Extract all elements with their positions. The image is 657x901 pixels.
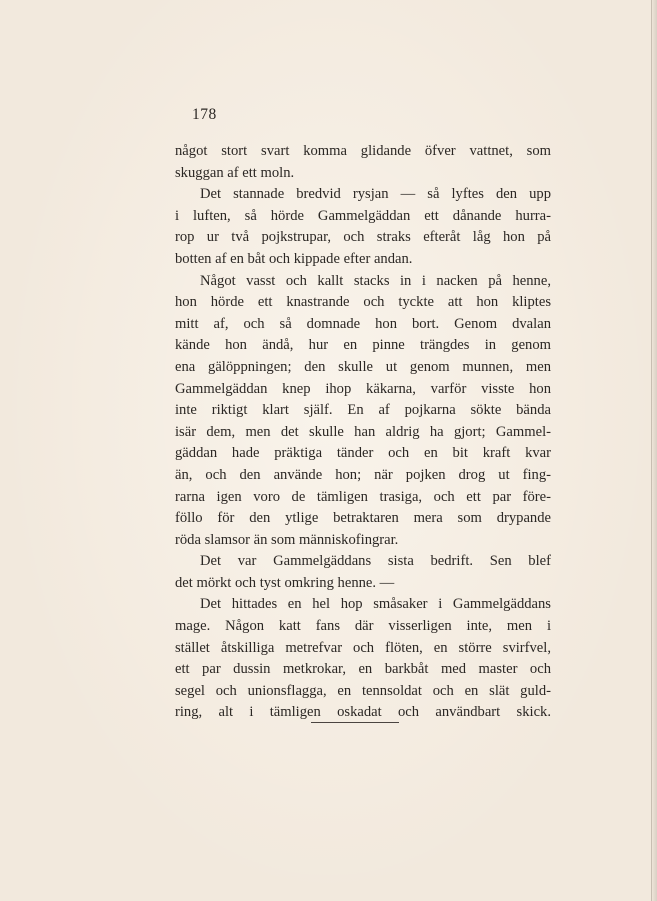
text-line: ena gälöppningen; den skulle ut genom munnen, men: [175, 358, 551, 375]
text-line: föllo för den ytlige betraktaren mera som drypande: [175, 510, 551, 527]
text-line: rarna igen voro de tämligen trasiga, och ett par före-: [175, 488, 551, 505]
text-line: ett par dussin metkrokar, en barkbåt med master och: [175, 661, 551, 678]
body-text: [175, 141, 551, 724]
end-divider: [311, 722, 399, 723]
text-line: skuggan af ett moln.: [175, 164, 295, 181]
text-line: i luften, så hörde Gammelgäddan ett dånande hurra-: [175, 207, 551, 224]
text-line: än, och den använde hon; när pojken drog ut fing-: [175, 466, 551, 483]
page-edge-line: [651, 0, 652, 901]
text-line: hon hörde ett knastrande och tyckte att hon kliptes: [175, 294, 551, 311]
text-line: Det hittades en hel hop småsaker i Gammelgäddans: [200, 596, 551, 613]
text-line: det mörkt och tyst omkring henne. —: [175, 574, 395, 591]
text-line: röda slamsor än som människofingrar.: [175, 531, 399, 548]
text-line: Något vasst och kallt stacks in i nacken på henne,: [200, 272, 551, 289]
text-line: kände hon ändå, hur en pinne trängdes in genom: [175, 337, 551, 354]
text-line: Det stannade bredvid rysjan — så lyftes den upp: [200, 186, 551, 203]
text-line: gäddan hade präktiga tänder och en bit kraft kvar: [175, 445, 551, 462]
text-line: något stort svart komma glidande öfver vattnet, som: [175, 143, 551, 159]
text-line: rop ur två pojkstrupar, och straks efteråt låg hon på: [175, 229, 551, 246]
page-number: 178: [192, 106, 217, 123]
text-line: mage. Någon katt fans där visserligen inte, men i: [175, 618, 551, 635]
text-line: Gammelgäddan knep ihop käkarna, varför visste hon: [175, 380, 551, 397]
text-line: ring, alt i tämligen oskadat och användbart skick.: [175, 704, 551, 721]
text-line: mitt af, och så domnade hon bort. Genom dvalan: [175, 315, 551, 332]
text-line: Det var Gammelgäddans sista bedrift. Sen blef: [200, 553, 551, 570]
text-line: botten af en båt och kippade efter andan.: [175, 250, 413, 267]
text-line: stället åtskilliga metrefvar och flöten, en större svirfvel,: [175, 639, 551, 656]
text-line: segel och unionsflagga, en tennsoldat och en slät guld-: [175, 682, 551, 699]
text-line: inte riktigt klart själf. En af pojkarna sökte bända: [175, 402, 551, 419]
text-line: isär dem, men det skulle han aldrig ha gjort; Gammel-: [175, 423, 551, 440]
